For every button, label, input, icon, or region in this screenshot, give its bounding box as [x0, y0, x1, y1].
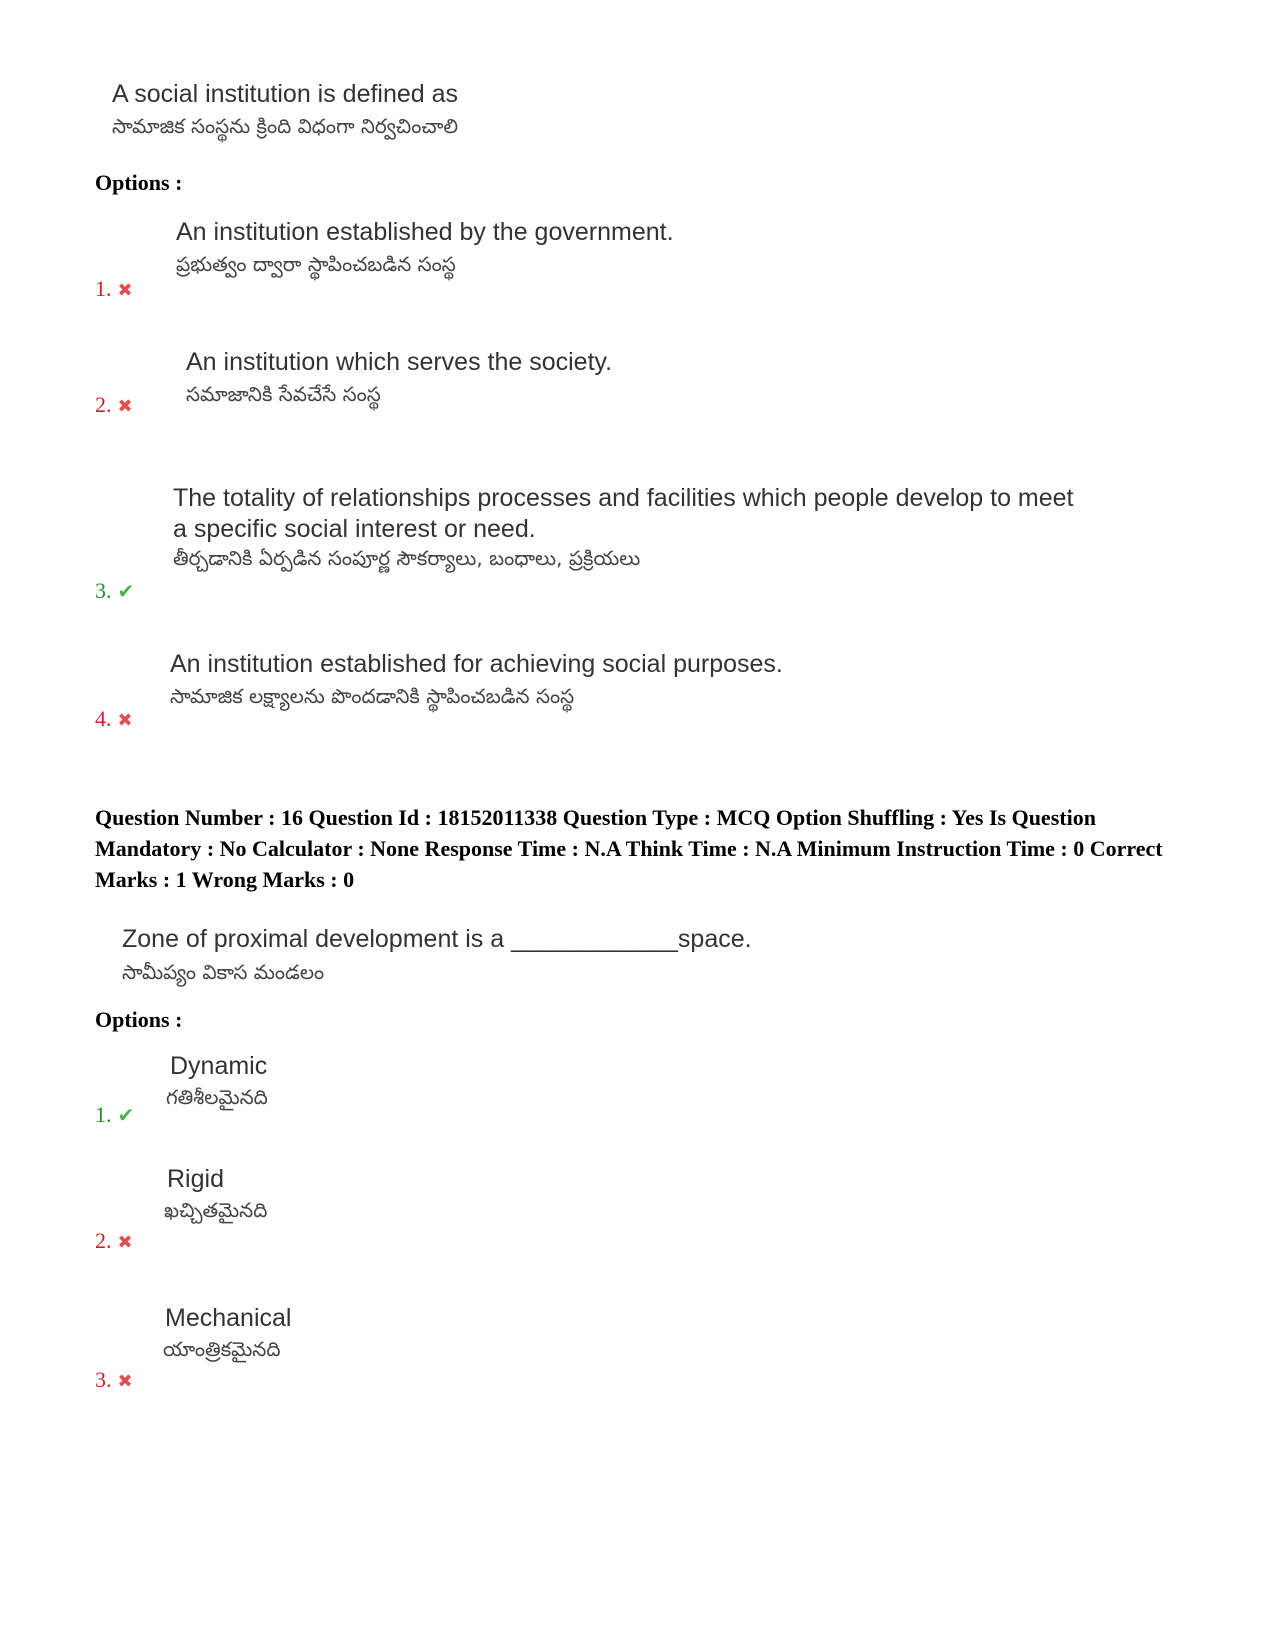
cross-icon: ✖ [117, 280, 133, 301]
option-1-number [95, 276, 133, 302]
option-1-text-te: ప్రభుత్వం ద్వారా స్థాపించబడిన సంస్థ [176, 252, 456, 276]
option-3-text-te: తీర్చడానికి ఏర్పడిన సంపూర్ణ సౌకర్యాలు, బంధాలు, ప్రక్రియలు [173, 546, 641, 570]
cross-icon: ✖ [117, 710, 133, 731]
option-number: 2. [95, 1228, 112, 1253]
option-2-text-en: An institution which serves the society. [186, 348, 613, 376]
option-number: 4. [95, 706, 112, 731]
check-icon: ✔ [117, 579, 135, 603]
question-15-text-en: A social institution is defined as [112, 80, 459, 108]
option-3-number [95, 578, 134, 604]
cross-icon: ✖ [117, 1371, 133, 1392]
cross-icon: ✖ [117, 396, 133, 417]
option-3-text-en: The totality of relationships processes and facilities which people develop to meet a specific social interest or need. [173, 484, 1074, 543]
option-number: 3. [95, 1367, 112, 1392]
option-2-text-te: సమాజానికి సేవచేసే సంస్థ [186, 382, 381, 406]
q16-option-3-number [95, 1367, 133, 1393]
q16-option-1-number [95, 1102, 134, 1128]
option-number: 2. [95, 392, 112, 417]
q16-option-1-text-en: Dynamic [170, 1052, 268, 1080]
question-15-text-te: సామాజిక సంస్థను క్రింది విధంగా నిర్వచించాలి [112, 114, 459, 138]
option-1-text-en: An institution established by the government. [176, 218, 674, 246]
q16-option-3-text-en: Mechanical [165, 1304, 292, 1332]
option-2-number [95, 392, 133, 418]
option-4-number [95, 706, 133, 732]
q16-option-2-text-en: Rigid [167, 1165, 224, 1193]
q16-option-1-text-te: గతిశీలమైనది [166, 1085, 268, 1109]
question-16-text-en: Zone of proximal development is a ____________space. [122, 925, 752, 953]
question-16-text-te: సామీప్యం వికాస మండలం [122, 960, 325, 984]
q16-option-3-text-te: యాంత్రికమైనది [163, 1337, 281, 1361]
q16-option-2-number [95, 1228, 133, 1254]
option-4-text-en: An institution established for achieving social purposes. [170, 650, 783, 678]
options-label: Options : [95, 170, 183, 195]
options-label: Options : [95, 1007, 183, 1032]
cross-icon: ✖ [117, 1232, 133, 1253]
q16-option-2-text-te: ఖచ్చితమైనది [164, 1198, 268, 1222]
option-4-text-te: సామాజిక లక్ష్యాలను పొందడానికి స్థాపించబడిన సంస్థ [170, 684, 575, 708]
question-16-meta: Question Number : 16 Question Id : 18152011338 Question Type : MCQ Option Shuffling : Yes Is Question Mandatory : No Calculator : None Response Time : N.A Think Time : N.A Minimum Instruction Time : 0 Correct Marks : 1 Wrong Marks : 0 [95, 805, 1163, 892]
option-number: 3. [95, 578, 112, 603]
option-number: 1. [95, 1102, 112, 1127]
option-number: 1. [95, 276, 112, 301]
check-icon: ✔ [117, 1103, 135, 1127]
